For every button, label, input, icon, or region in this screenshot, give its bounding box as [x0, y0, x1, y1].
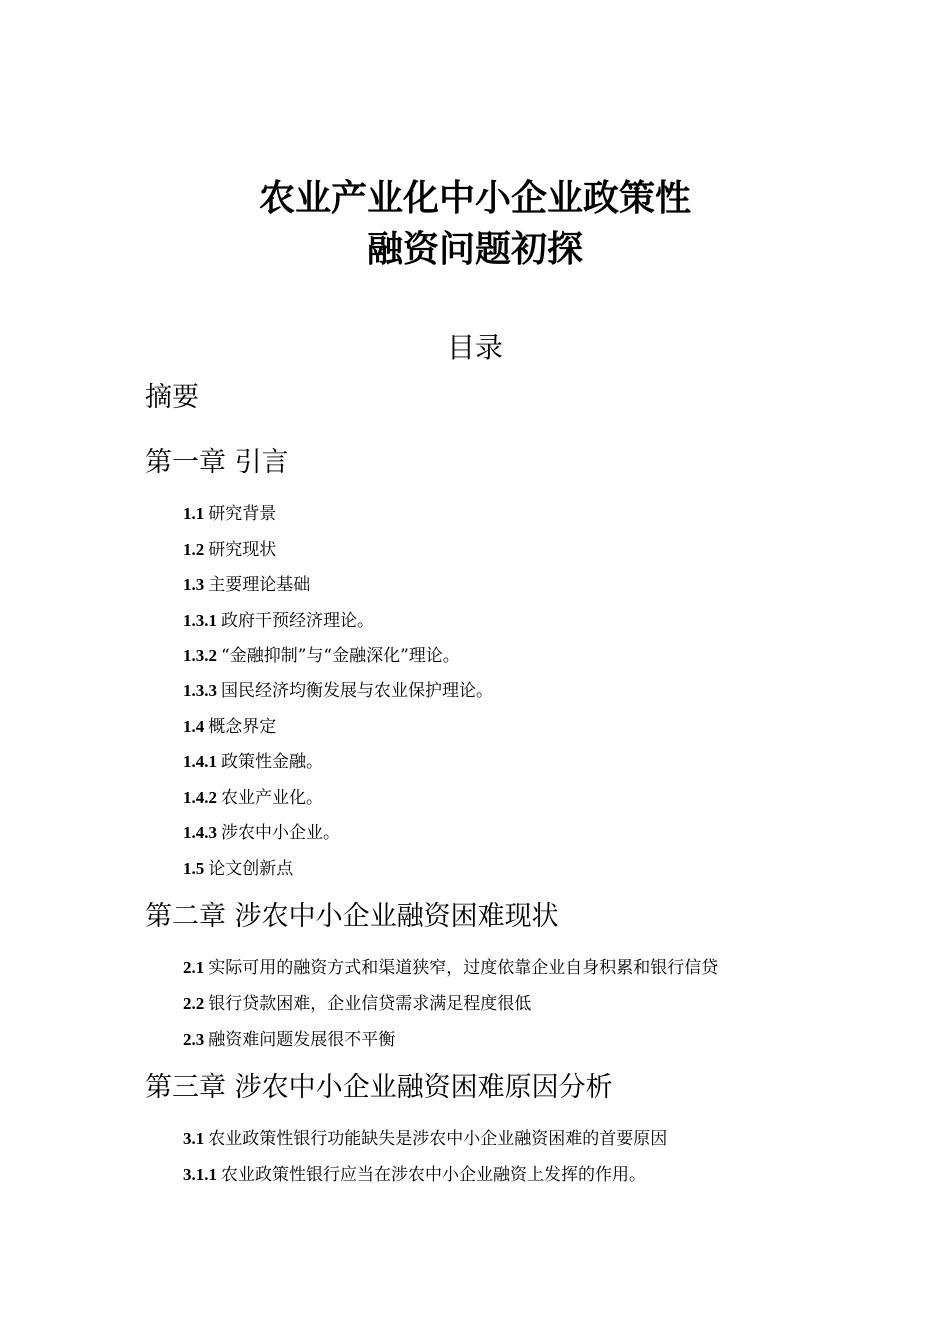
toc-section-entry [183, 821, 340, 845]
toc-entry-number: 2.2 [183, 994, 205, 1013]
toc-section-entry [183, 786, 323, 810]
toc-heading: 目录 [446, 331, 503, 364]
toc-section-entry [183, 857, 293, 881]
toc-chapter-entry [145, 898, 559, 936]
toc-section-entry [183, 992, 531, 1016]
toc-entry-label: 银行贷款困难，企业信贷需求满足程度很低 [208, 994, 532, 1014]
toc-entry-label: 研究背景 [208, 504, 277, 524]
toc-section-entry [183, 502, 276, 526]
toc-entry-label: 概念界定 [208, 717, 277, 737]
toc-entry-number: 1.3 [183, 575, 205, 594]
toc-entry-label: 政府干预经济理论。 [221, 611, 374, 631]
toc-entry-number: 1.4 [183, 717, 205, 736]
toc-chapter-entry [145, 444, 289, 482]
toc-entry-number: 1.2 [183, 540, 205, 559]
toc-entry-number: 2.1 [183, 958, 205, 977]
toc-entry-label: 融资难问题发展很不平衡 [208, 1030, 396, 1050]
toc-entry-label: 农业政策性银行应当在涉农中小企业融资上发挥的作用。 [221, 1165, 646, 1185]
document-title-line-1: 农业产业化中小企业政策性 [258, 178, 691, 219]
toc-entry-label: 国民经济均衡发展与农业保护理论。 [221, 681, 493, 701]
toc-entry-number: 1.1 [183, 504, 205, 523]
toc-section-entry [183, 1028, 395, 1052]
toc-entry-label: 研究现状 [208, 540, 277, 560]
toc-entry-number: 1.4.2 [183, 788, 217, 807]
toc-entry-number: 1.3.2 [183, 646, 217, 665]
toc-entry-number: 1.4.1 [183, 752, 217, 771]
toc-entry-number: 3.1.1 [183, 1165, 217, 1184]
toc-entry-number: 1.4.3 [183, 823, 217, 842]
toc-section-entry [183, 956, 718, 980]
toc-entry-number: 1.5 [183, 859, 205, 878]
toc-entry-label: 第二章 涉农中小企业融资困难现状 [145, 901, 559, 932]
toc-entry-label: 论文创新点 [208, 859, 294, 879]
toc-section-entry [183, 609, 374, 633]
toc-entry-label: 政策性金融。 [221, 752, 323, 772]
toc-entry-label: 农业政策性银行功能缺失是涉农中小企业融资困难的首要原因 [208, 1129, 668, 1149]
toc-entry-number: 2.3 [183, 1030, 205, 1049]
toc-section-entry [183, 644, 460, 668]
toc-chapter-entry [145, 379, 199, 417]
toc-section-entry [183, 1163, 646, 1187]
toc-entry-number: 1.3.3 [183, 681, 217, 700]
toc-chapter-entry [145, 1069, 613, 1107]
toc-section-entry [183, 573, 310, 597]
toc-entry-label: 农业产业化。 [221, 788, 323, 808]
toc-section-entry [183, 715, 276, 739]
toc-entry-label: 实际可用的融资方式和渠道狭窄，过度依靠企业自身积累和银行信贷 [208, 958, 719, 978]
toc-entry-label: 主要理论基础 [208, 575, 311, 595]
toc-section-entry [183, 538, 276, 562]
toc-entry-label: 摘要 [145, 382, 199, 413]
toc-entry-label: 第三章 涉农中小企业融资困难原因分析 [145, 1072, 613, 1103]
document-title-line-2: 融资问题初探 [366, 229, 583, 270]
toc-section-entry [183, 679, 493, 703]
toc-entry-label: “金融抑制”与“金融深化”理论。 [221, 646, 460, 666]
toc-section-entry [183, 1127, 667, 1151]
toc-entry-number: 3.1 [183, 1129, 205, 1148]
toc-entry-label: 涉农中小企业。 [221, 823, 340, 843]
toc-section-entry [183, 750, 323, 774]
toc-entry-number: 1.3.1 [183, 611, 217, 630]
toc-entry-label: 第一章 引言 [145, 447, 289, 478]
